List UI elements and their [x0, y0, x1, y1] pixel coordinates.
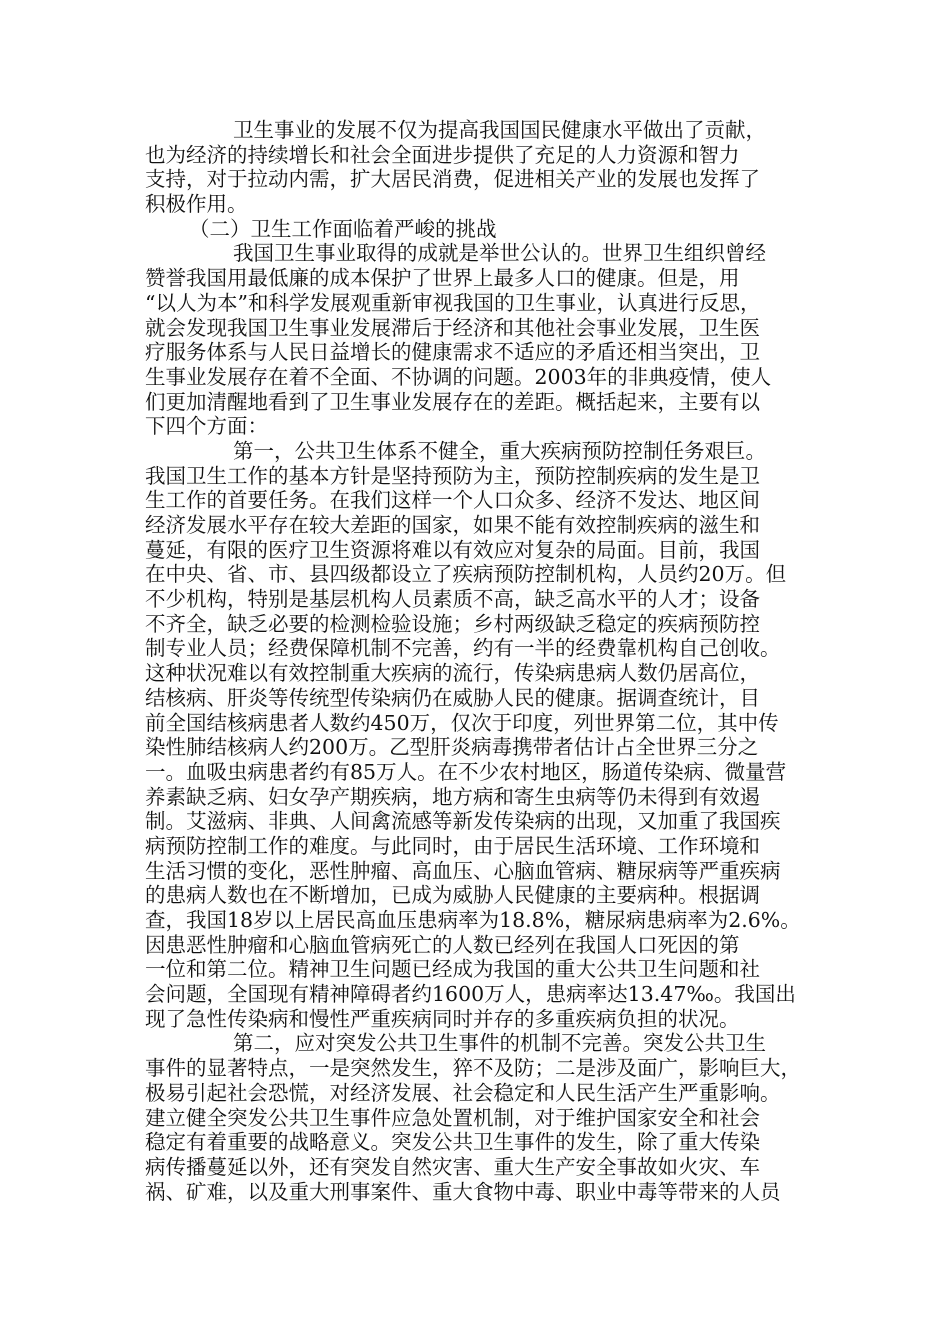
- text-line: 第一，公共卫生体系不健全，重大疾病预防控制任务艰巨。: [233, 438, 766, 463]
- text-line: 积极作用。: [145, 192, 248, 217]
- text-line: 第二，应对突发公共卫生事件的机制不完善。突发公共卫生: [233, 1031, 766, 1056]
- text-line: 因患恶性肿瘤和心脑血管病死亡的人数已经列在我国人口死因的第: [145, 932, 740, 957]
- text-line: 经济发展水平存在较大差距的国家，如果不能有效控制疾病的滋生和: [145, 513, 760, 537]
- text-line: 卫生事业的发展不仅为提高我国国民健康水平做出了贡献，: [233, 118, 766, 142]
- text-line: “以人为本”和科学发展观重新审视我国的卫生事业，认真进行反思，: [145, 290, 761, 315]
- text-line: 病传播蔓延以外，还有突发自然灾害、重大生产安全事故如火灾、车: [145, 1154, 760, 1179]
- text-line: 不齐全，缺乏必要的检测检验设施；乡村两级缺乏稳定的疾病预防控: [145, 611, 760, 636]
- text-line: 蔓延，有限的医疗卫生资源将难以有效应对复杂的局面。目前，我国: [145, 537, 760, 562]
- text-line: 会问题，全国现有精神障碍者约1600万人，患病率达13.47‰。我国出: [145, 982, 796, 1007]
- text-line: 也为经济的持续增长和社会全面进步提供了充足的人力资源和智力: [145, 142, 740, 167]
- text-line: 就会发现我国卫生事业发展滞后于经济和其他社会事业发展，卫生医: [145, 315, 760, 340]
- text-line: 赞誉我国用最低廉的成本保护了世界上最多人口的健康。但是，用: [145, 266, 740, 291]
- text-line: 病预防控制工作的难度。与此同时，由于居民生活环境、工作环境和: [145, 833, 760, 858]
- text-line: 的患病人数也在不断增加，已成为威胁人民健康的主要病种。根据调: [145, 883, 760, 908]
- text-line: 事件的显著特点，一是突然发生，猝不及防；二是涉及面广，影响巨大，: [145, 1056, 801, 1081]
- text-line: 前全国结核病患者人数约450万，仅次于印度，列世界第二位，其中传: [145, 710, 779, 735]
- text-line: 在中央、省、市、县四级都设立了疾病预防控制机构，人员约20万。但: [145, 562, 787, 587]
- text-line: 结核病、肝炎等传统型传染病仍在威胁人民的健康。据调查统计，目: [145, 685, 760, 710]
- section-heading: （二）卫生工作面临着严峻的挑战: [189, 216, 497, 241]
- text-line: 稳定有着重要的战略意义。突发公共卫生事件的发生，除了重大传染: [145, 1130, 760, 1155]
- text-line: 我国卫生事业取得的成就是举世公认的。世界卫生组织曾经: [233, 241, 766, 266]
- text-line: 染性肺结核病人约200万。乙型肝炎病毒携带者估计占全世界三分之: [145, 735, 759, 760]
- text-line: 们更加清醒地看到了卫生事业发展存在的差距。概括起来，主要有以: [145, 389, 760, 414]
- text-line: 现了急性传染病和慢性严重疾病同时并存的多重疾病负担的状况。: [145, 1006, 740, 1031]
- text-line: 查，我国18岁以上居民高血压患病率为18.8%，糖尿病患病率为2.6%。: [145, 908, 801, 932]
- text-line: 生工作的首要任务。在我们这样一个人口众多、经济不发达、地区间: [145, 488, 760, 513]
- text-line: 生活习惯的变化，恶性肿瘤、高血压、心脑血管病、糖尿病等严重疾病: [145, 858, 781, 883]
- text-line: 一。血吸虫病患者约有85万人。在不少农村地区，肠道传染病、微量营: [145, 759, 787, 784]
- text-line: 我国卫生工作的基本方针是坚持预防为主，预防控制疾病的发生是卫: [145, 463, 760, 488]
- text-line: 建立健全突发公共卫生事件应急处置机制，对于维护国家安全和社会: [145, 1105, 760, 1130]
- text-line: 祸、矿难，以及重大刑事案件、重大食物中毒、职业中毒等带来的人员: [145, 1179, 781, 1204]
- text-line: 这种状况难以有效控制重大疾病的流行，传染病患病人数仍居高位，: [145, 661, 760, 686]
- text-line: 极易引起社会恐慌，对经济发展、社会稳定和人民生活产生严重影响。: [145, 1080, 781, 1105]
- text-line: 制。艾滋病、非典、人间禽流感等新发传染病的出现，又加重了我国疾: [145, 809, 781, 834]
- text-line: 生事业发展存在着不全面、不协调的问题。2003年的非典疫情，使人: [145, 364, 772, 389]
- text-line: 下四个方面：: [145, 414, 268, 439]
- text-line: 养素缺乏病、妇女孕产期疾病，地方病和寄生虫病等仍未得到有效遏: [145, 784, 760, 809]
- text-line: 一位和第二位。精神卫生问题已经成为我国的重大公共卫生问题和社: [145, 957, 760, 982]
- text-line: 支持，对于拉动内需，扩大居民消费，促进相关产业的发展也发挥了: [145, 167, 760, 192]
- body-text: [145, 118, 805, 1204]
- text-line: 不少机构，特别是基层机构人员素质不高，缺乏高水平的人才；设备: [145, 587, 760, 612]
- text-line: 疗服务体系与人民日益增长的健康需求不适应的矛盾还相当突出，卫: [145, 340, 760, 365]
- text-line: 制专业人员；经费保障机制不完善，约有一半的经费靠机构自己创收。: [145, 636, 781, 661]
